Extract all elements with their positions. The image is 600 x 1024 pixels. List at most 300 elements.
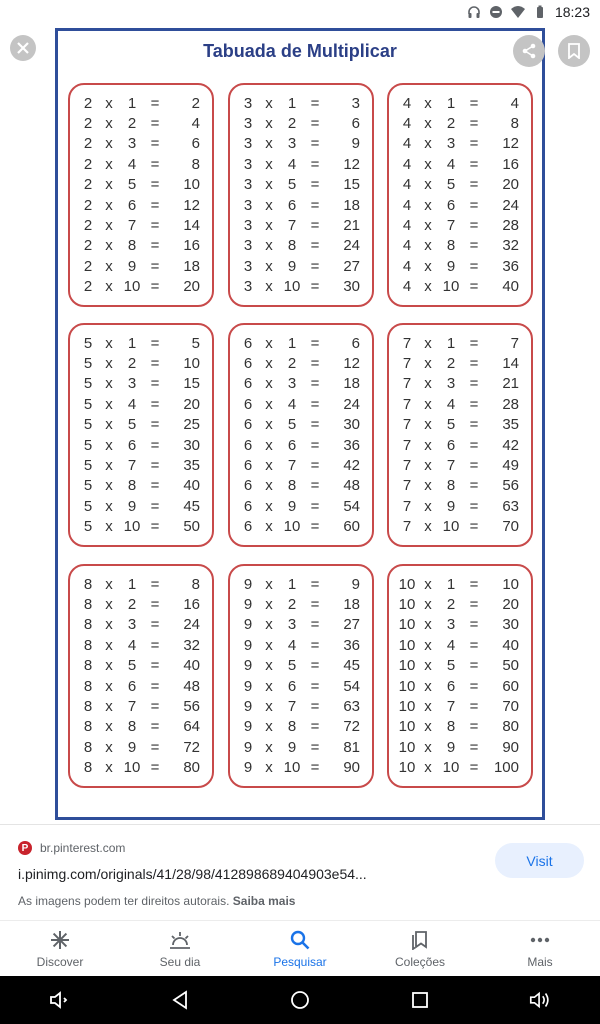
equals-sign: = [310,334,320,352]
multiplicand: 6 [243,436,253,454]
equals-sign: = [310,375,320,393]
product: 12 [183,196,200,214]
multiplier: 3 [127,375,137,393]
multiplicand: 3 [243,94,253,112]
table-row [397,455,525,475]
headphones-icon [467,5,481,19]
table-row [238,415,366,435]
equals-sign: = [150,395,160,413]
multiplicand: 5 [83,477,93,495]
multiplier: 5 [446,176,456,194]
equals-sign: = [310,759,320,777]
home-button[interactable] [288,988,312,1012]
product: 32 [502,237,519,255]
table-card-2 [68,83,214,307]
table-row [78,717,206,737]
equals-sign: = [469,115,479,133]
times-sign: x [105,477,113,495]
multiplicand: 9 [243,677,253,695]
product: 9 [351,575,360,593]
share-button[interactable] [513,35,545,67]
table-row [397,277,525,297]
table-row [238,717,366,737]
table-row [238,758,366,778]
multiplier: 2 [127,596,137,614]
multiplicand: 7 [402,518,412,536]
product: 14 [502,355,519,373]
multiplicand: 3 [243,176,253,194]
multiplicand: 5 [83,375,93,393]
multiplicand: 9 [243,698,253,716]
product: 28 [502,395,519,413]
times-sign: x [105,677,113,695]
equals-sign: = [469,416,479,434]
multiplier: 5 [446,657,456,675]
table-row [78,215,206,235]
equals-sign: = [469,677,479,695]
times-sign: x [105,176,113,194]
product: 16 [502,155,519,173]
product: 20 [183,278,200,296]
multiplier: 5 [287,657,297,675]
times-sign: x [105,616,113,634]
collections-icon [411,930,429,950]
pinterest-icon: P [18,841,32,855]
table-row [397,215,525,235]
multiplier: 4 [127,636,137,654]
product: 50 [183,518,200,536]
times-sign: x [105,115,113,133]
back-icon [171,990,189,1010]
equals-sign: = [469,596,479,614]
status-bar [0,0,600,24]
recents-button[interactable] [408,988,432,1012]
times-sign: x [265,436,273,454]
product: 50 [502,657,519,675]
times-sign: x [424,176,432,194]
multiplier: 2 [446,355,456,373]
multiplier: 10 [123,759,141,777]
multiplier: 5 [127,176,137,194]
table-row [397,496,525,516]
equals-sign: = [310,518,320,536]
table-row [238,394,366,414]
multiplication-poster[interactable] [55,28,545,820]
nav-seu-dia-label: Seu dia [159,954,201,969]
times-sign: x [105,518,113,536]
product: 35 [183,457,200,475]
equals-sign: = [310,135,320,153]
volume-down-button[interactable] [48,988,72,1012]
equals-sign: = [150,497,160,515]
times-sign: x [424,115,432,133]
multiplicand: 6 [243,395,253,413]
visit-button[interactable]: Visit [495,843,584,878]
product: 10 [502,575,519,593]
table-row [238,353,366,373]
multiplier: 4 [446,395,456,413]
image-viewer[interactable] [0,24,600,824]
times-sign: x [424,334,432,352]
multiplier: 9 [127,497,137,515]
multiplier: 10 [442,278,460,296]
multiplicand: 8 [83,636,93,654]
multiplier: 1 [446,575,456,593]
times-sign: x [424,217,432,235]
product: 24 [183,616,200,634]
search-icon [290,930,310,950]
product: 6 [191,135,200,153]
table-row [78,353,206,373]
multiplier: 6 [287,196,297,214]
multiplicand: 7 [402,416,412,434]
times-sign: x [265,115,273,133]
equals-sign: = [150,477,160,495]
multiplicand: 3 [243,196,253,214]
equals-sign: = [150,616,160,634]
product: 8 [191,575,200,593]
multiplier: 4 [127,395,137,413]
multiplier: 4 [287,155,297,173]
equals-sign: = [469,457,479,475]
multiplier: 10 [442,759,460,777]
equals-sign: = [469,657,479,675]
times-sign: x [424,718,432,736]
nav-mais[interactable] [480,921,600,976]
product: 27 [343,616,360,634]
multiplicand: 4 [402,176,412,194]
times-sign: x [424,355,432,373]
multiplicand: 8 [83,718,93,736]
product: 8 [191,155,200,173]
multiplicand: 4 [402,257,412,275]
product: 56 [183,698,200,716]
do-not-disturb-icon [489,5,503,19]
equals-sign: = [150,457,160,475]
table-row [397,195,525,215]
learn-more-link[interactable]: Saiba mais [232,894,296,908]
equals-sign: = [310,115,320,133]
table-row [397,374,525,394]
multiplicand: 10 [398,575,416,593]
multiplier: 6 [446,196,456,214]
multiplier: 5 [446,416,456,434]
table-card-8 [68,564,214,788]
multiplier: 3 [127,135,137,153]
product: 49 [502,457,519,475]
product: 20 [502,596,519,614]
product: 2 [191,94,200,112]
multiplicand: 8 [83,575,93,593]
volume-up-icon [528,990,552,1010]
product: 36 [343,636,360,654]
product: 32 [183,636,200,654]
volume-up-button[interactable] [528,988,552,1012]
times-sign: x [105,257,113,275]
times-sign: x [105,436,113,454]
multiplicand: 9 [243,718,253,736]
times-sign: x [424,616,432,634]
table-row [78,113,206,133]
equals-sign: = [310,94,320,112]
source-domain: br.pinterest.com [40,841,126,855]
equals-sign: = [310,196,320,214]
nav-seu-dia[interactable] [120,921,240,976]
product: 81 [343,738,360,756]
multiplicand: 2 [83,257,93,275]
table-row [78,656,206,676]
table-row [238,635,366,655]
multiplicand: 4 [402,237,412,255]
equals-sign: = [310,698,320,716]
product: 16 [183,596,200,614]
product: 21 [502,375,519,393]
table-row [78,277,206,297]
equals-sign: = [469,94,479,112]
bookmark-icon [567,43,581,59]
equals-sign: = [150,115,160,133]
equals-sign: = [469,135,479,153]
equals-sign: = [150,237,160,255]
table-row [238,517,366,537]
times-sign: x [424,575,432,593]
times-sign: x [105,596,113,614]
equals-sign: = [310,677,320,695]
multiplicand: 10 [398,636,416,654]
copyright-text: As imagens podem ter direitos autorais. [18,894,230,908]
times-sign: x [105,94,113,112]
equals-sign: = [150,278,160,296]
table-row [78,175,206,195]
equals-sign: = [469,477,479,495]
product: 80 [183,759,200,777]
equals-sign: = [150,217,160,235]
product: 90 [343,759,360,777]
multiplier: 8 [287,477,297,495]
equals-sign: = [469,436,479,454]
product: 8 [510,115,519,133]
table-row [238,435,366,455]
nav-discover[interactable] [0,921,120,976]
multiplier: 7 [446,698,456,716]
multiplicand: 6 [243,477,253,495]
multiplicand: 6 [243,497,253,515]
multiplier: 5 [287,416,297,434]
table-row [397,676,525,696]
equals-sign: = [469,257,479,275]
times-sign: x [265,616,273,634]
times-sign: x [105,718,113,736]
product: 20 [502,176,519,194]
multiplicand: 5 [83,436,93,454]
multiplier: 7 [287,698,297,716]
multiplicand: 2 [83,176,93,194]
table-row [238,594,366,614]
multiplicand: 2 [83,115,93,133]
times-sign: x [424,155,432,173]
multiplicand: 6 [243,355,253,373]
multiplier: 9 [287,497,297,515]
product: 72 [343,718,360,736]
multiplicand: 9 [243,596,253,614]
multiplicand: 10 [398,759,416,777]
product: 30 [343,278,360,296]
equals-sign: = [150,436,160,454]
multiplier: 8 [446,718,456,736]
table-row [238,615,366,635]
product: 10 [183,355,200,373]
times-sign: x [424,436,432,454]
product: 6 [351,334,360,352]
product: 42 [343,457,360,475]
table-row [238,656,366,676]
multiplicand: 6 [243,416,253,434]
equals-sign: = [310,616,320,634]
product: 60 [502,677,519,695]
times-sign: x [105,738,113,756]
source-domain-line[interactable] [18,841,125,855]
table-row [78,476,206,496]
table-row [78,394,206,414]
image-url[interactable]: i.pinimg.com/originals/41/28/98/412898689404903e54... [18,866,367,882]
multiplier: 9 [446,497,456,515]
equals-sign: = [469,334,479,352]
multiplier: 6 [287,436,297,454]
times-sign: x [265,698,273,716]
multiplier: 4 [287,636,297,654]
equals-sign: = [310,257,320,275]
times-sign: x [424,457,432,475]
times-sign: x [105,155,113,173]
table-row [397,154,525,174]
multiplier: 6 [446,677,456,695]
multiplier: 5 [127,416,137,434]
product: 90 [502,738,519,756]
multiplicand: 2 [83,237,93,255]
product: 60 [343,518,360,536]
sunrise-icon [169,930,191,950]
multiplier: 3 [446,616,456,634]
multiplicand: 7 [402,436,412,454]
product: 80 [502,718,519,736]
table-row [78,676,206,696]
table-row [397,737,525,757]
multiplicand: 10 [398,738,416,756]
product: 30 [502,616,519,634]
equals-sign: = [469,355,479,373]
multiplicand: 3 [243,278,253,296]
multiplier: 2 [287,115,297,133]
equals-sign: = [150,718,160,736]
equals-sign: = [310,657,320,675]
table-row [397,574,525,594]
table-row [78,333,206,353]
table-row [78,517,206,537]
table-row [397,175,525,195]
multiplier: 10 [123,278,141,296]
product: 4 [510,94,519,112]
table-row [397,615,525,635]
times-sign: x [265,355,273,373]
multiplier: 7 [287,217,297,235]
table-row [78,635,206,655]
times-sign: x [105,636,113,654]
table-row [78,737,206,757]
product: 54 [343,677,360,695]
multiplier: 4 [446,636,456,654]
product: 100 [493,759,519,777]
product: 63 [502,497,519,515]
multiplier: 2 [446,596,456,614]
product: 14 [183,217,200,235]
equals-sign: = [310,237,320,255]
multiplier: 9 [287,257,297,275]
equals-sign: = [310,395,320,413]
product: 36 [343,436,360,454]
equals-sign: = [469,176,479,194]
times-sign: x [265,738,273,756]
equals-sign: = [469,196,479,214]
table-row [238,195,366,215]
multiplicand: 2 [83,135,93,153]
equals-sign: = [469,616,479,634]
multiplicand: 10 [398,657,416,675]
table-row [397,476,525,496]
table-row [238,737,366,757]
table-row [397,113,525,133]
product: 42 [502,436,519,454]
table-row [78,154,206,174]
nav-colecoes[interactable] [360,921,480,976]
nav-pesquisar[interactable] [240,921,360,976]
equals-sign: = [310,718,320,736]
back-button[interactable] [168,988,192,1012]
multiplicand: 10 [398,616,416,634]
table-row [238,154,366,174]
product: 25 [183,416,200,434]
product: 54 [343,497,360,515]
times-sign: x [424,395,432,413]
times-sign: x [424,94,432,112]
multiplier: 2 [287,355,297,373]
close-button[interactable] [10,35,36,61]
equals-sign: = [469,278,479,296]
multiplicand: 4 [402,135,412,153]
multiplier: 3 [446,375,456,393]
multiplier: 9 [446,738,456,756]
times-sign: x [105,575,113,593]
table-row [238,134,366,154]
table-row [78,415,206,435]
table-row [238,676,366,696]
product: 35 [502,416,519,434]
times-sign: x [105,217,113,235]
times-sign: x [265,135,273,153]
product: 56 [502,477,519,495]
product: 28 [502,217,519,235]
product: 7 [510,334,519,352]
product: 3 [351,94,360,112]
times-sign: x [424,135,432,153]
product: 24 [343,395,360,413]
multiplicand: 5 [83,497,93,515]
multiplier: 4 [446,155,456,173]
equals-sign: = [310,355,320,373]
save-collection-button[interactable] [558,35,590,67]
table-row [78,455,206,475]
times-sign: x [424,375,432,393]
multiplicand: 9 [243,738,253,756]
